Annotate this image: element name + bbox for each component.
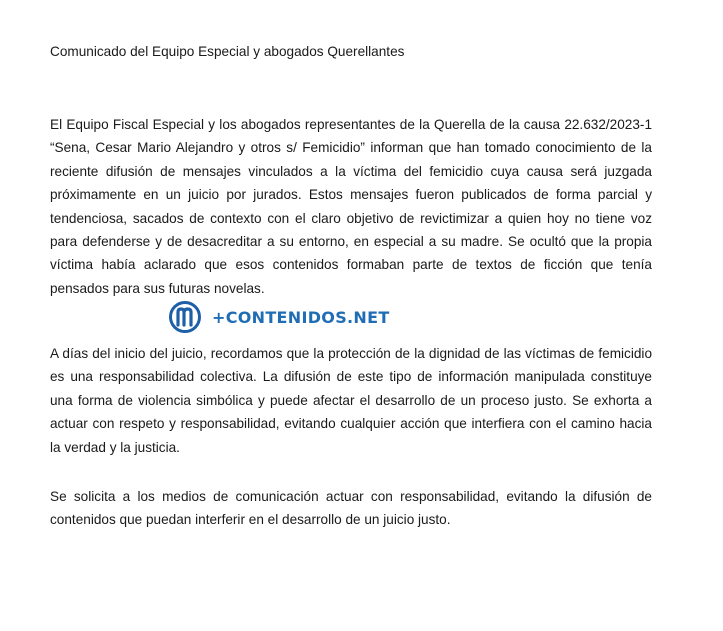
watermark-text: +CONTENIDOS.NET — [212, 307, 390, 327]
watermark — [168, 301, 390, 333]
document-title: Comunicado del Equipo Especial y abogados Querellantes — [50, 44, 405, 59]
paragraph-2: A días del inicio del juicio, recordamos que la protección de la dignidad de las víctimas de femicidio es una responsabilidad colectiva. La difusión de este tipo de información manipulada constituye una forma de violencia simbólica y puede afectar el desarrollo de un proceso justo. Se exhorta a actuar con respeto y responsabilidad, evitando cualquier acción que interfiera con el camino hacia la verdad y la justicia. — [50, 346, 652, 455]
paragraph-1: El Equipo Fiscal Especial y los abogados representantes de la Querella de la causa 22.632/2023-1 “Sena, Cesar Mario Alejandro y otros s/ Femicidio” informan que han tomado conocimiento de la reciente difusión de mensajes vinculados a la víctima del femicidio cuya causa será juzgada próximamente en un juicio por jurados. Estos mensajes fueron publicados de forma parcial y tendenciosa, sacados de contexto con el claro objetivo de revictimizar a quien hoy no tiene voz para defenderse y de desacreditar a su entorno, en especial a su madre. Se ocultó que la propia víctima había aclarado que esos contenidos formaban parte de textos de ficción que tenía pensados para sus futuras novelas. — [50, 117, 652, 296]
contenidos-logo-icon — [168, 301, 204, 333]
paragraph-3: Se solicita a los medios de comunicación actuar con responsabilidad, evitando la difusión de contenidos que puedan interferir en el desarrollo de un juicio justo. — [50, 489, 652, 528]
